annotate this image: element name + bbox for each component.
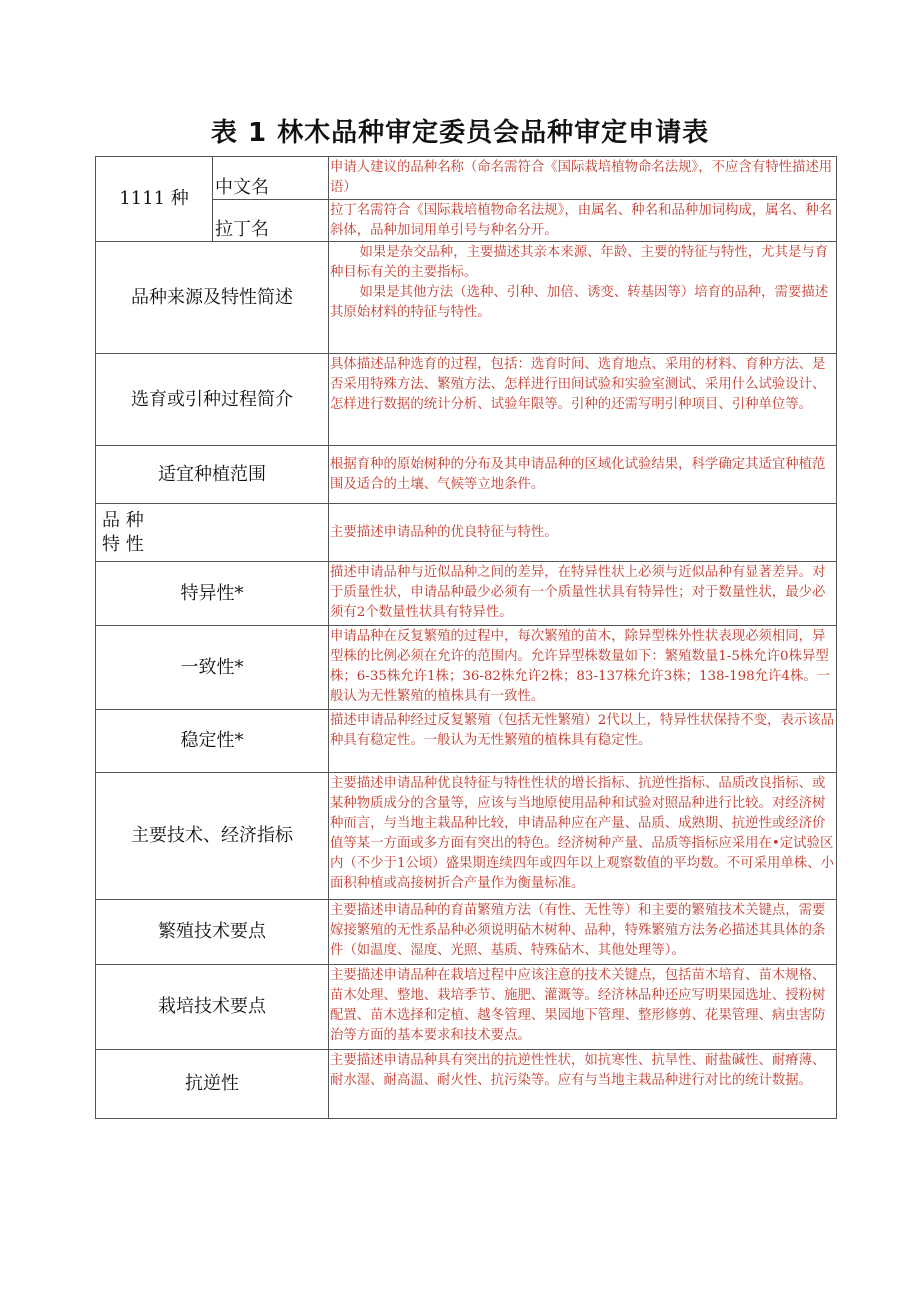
origin-label: 品种来源及特性简述 xyxy=(96,242,329,354)
selection-desc[interactable]: 具体描述品种选育的过程，包括：选育时间、选育地点、采用的材料、育种方法、是否采用特殊方法、繁殖方法、怎样进行田间试验和实验室测试、采用什么试验设计、怎样进行数据的统计分析、试验年限等。引种的还需写明引种项目、引种单位等。 xyxy=(329,354,837,446)
row-propagation xyxy=(96,900,837,965)
resistance-label: 抗逆性 xyxy=(96,1050,329,1119)
row-indicators xyxy=(96,773,837,900)
cultivation-label: 栽培技术要点 xyxy=(96,965,329,1050)
row-uniformity xyxy=(96,626,837,710)
origin-paragraph-2: 如果是其他方法（选种、引种、加倍、诱变、转基因等）培育的品种，需要描述其原始材料的特征与特性。 xyxy=(330,285,829,320)
row-species-chinese-name xyxy=(96,157,837,200)
resistance-desc[interactable]: 主要描述申请品种具有突出的抗逆性性状，如抗寒性、抗旱性、耐盐碱性、耐瘠薄、耐水湿、耐高温、耐火性、抗污染等。应有与当地主栽品种进行对比的统计数据。 xyxy=(329,1050,837,1119)
traits-label-line-2: 特 性 xyxy=(102,533,144,555)
propagation-desc[interactable]: 主要描述申请品种的育苗繁殖方法（有性、无性等）和主要的繁殖技术关键点，需要嫁接繁殖的无性系品种必须说明砧木树种、品种，特殊繁殖方法务必描述其具体的条件（如温度、湿度、光照、基质、特殊砧木、其他处理等）。 xyxy=(329,900,837,965)
origin-desc[interactable] xyxy=(329,242,837,354)
latin-name-label: 拉丁名 xyxy=(213,200,329,242)
row-resistance xyxy=(96,1050,837,1119)
stability-label: 稳定性* xyxy=(96,710,329,773)
selection-label: 选育或引种过程简介 xyxy=(96,354,329,446)
uniformity-label: 一致性* xyxy=(96,626,329,710)
chinese-name-desc[interactable]: 申请人建议的品种名称（命名需符合《国际栽培植物命名法规》，不应含有特性描述用语） xyxy=(329,157,837,200)
distinctness-desc[interactable]: 描述申请品种与近似品种之间的差异，在特异性状上必须与近似品种有显著差异。对于质量性状，申请品种最少必须有一个质量性状具有特异性；对于数量性状，最少必须有2个数量性状具有特异性。 xyxy=(329,562,837,626)
origin-paragraph-1: 如果是杂交品种，主要描述其亲本来源、年龄、主要的特征与特性，尤其是与育种目标有关的主要指标。 xyxy=(330,245,829,280)
stability-desc[interactable]: 描述申请品种经过反复繁殖（包括无性繁殖）2代以上，特异性状保持不变，表示该品种具有稳定性。一般认为无性繁殖的植株具有稳定性。 xyxy=(329,710,837,773)
application-form-table xyxy=(95,156,837,1119)
traits-desc[interactable]: 主要描述申请品种的优良特征与特性。 xyxy=(329,504,837,562)
range-label: 适宜种植范围 xyxy=(96,446,329,504)
propagation-label: 繁殖技术要点 xyxy=(96,900,329,965)
page-title: 表 1 林木品种审定委员会品种审定申请表 xyxy=(210,118,710,148)
row-range xyxy=(96,446,837,504)
distinctness-label: 特异性* xyxy=(96,562,329,626)
row-distinctness xyxy=(96,562,837,626)
traits-label xyxy=(96,504,329,562)
traits-label-line-1: 品 种 xyxy=(102,509,144,531)
species-label: 1111 种 xyxy=(96,157,213,242)
range-desc[interactable]: 根据育种的原始树种的分布及其申请品种的区域化试验结果，科学确定其适宜种植范围及适合的土壤、气候等立地条件。 xyxy=(329,446,837,504)
cultivation-desc[interactable]: 主要描述申请品种在栽培过程中应该注意的技术关键点，包括苗木培育、苗木规格、苗木处理、整地、栽培季节、施肥、灌溉等。经济林品种还应写明果园选址、授粉树配置、苗木选择和定植、越冬管理、果园地下管理、整形修剪、花果管理、病虫害防治等方面的基本要求和技术要点。 xyxy=(329,965,837,1050)
chinese-name-label: 中文名 xyxy=(213,157,329,200)
row-origin xyxy=(96,242,837,354)
row-cultivation xyxy=(96,965,837,1050)
indicators-label: 主要技术、经济指标 xyxy=(96,773,329,900)
row-selection xyxy=(96,354,837,446)
latin-name-desc[interactable]: 拉丁名需符合《国际栽培植物命名法规》，由属名、种名和品种加词构成，属名、种名斜体，品种加词用单引号与种名分开。 xyxy=(329,200,837,242)
uniformity-desc[interactable]: 申请品种在反复繁殖的过程中，每次繁殖的苗木，除异型株外性状表现必须相同，异型株的比例必须在允许的范围内。允许异型株数量如下：繁殖数量1-5株允许0株异型株；6-35株允许1株；36-82株允许2株；83-137株允许3株；138-198允许4株。一般认为无性繁殖的植株具有一致性。 xyxy=(329,626,837,710)
indicators-desc[interactable]: 主要描述申请品种优良特征与特性性状的增长指标、抗逆性指标、品质改良指标、或某种物质成分的含量等，应该与当地原使用品种和试验对照品种进行比较。对经济树种而言，与当地主栽品种比较，申请品种应在产量、品质、成熟期、抗逆性或经济价值等某一方面或多方面有突出的特色。经济树种产量、品质等指标应采用在•定试验区内（不少于1公顷）盛果期连续四年或四年以上观察数值的平均数。不可采用单株、小面积种植或高接树折合产量作为衡量标准。 xyxy=(329,773,837,900)
row-stability xyxy=(96,710,837,773)
row-traits xyxy=(96,504,837,562)
